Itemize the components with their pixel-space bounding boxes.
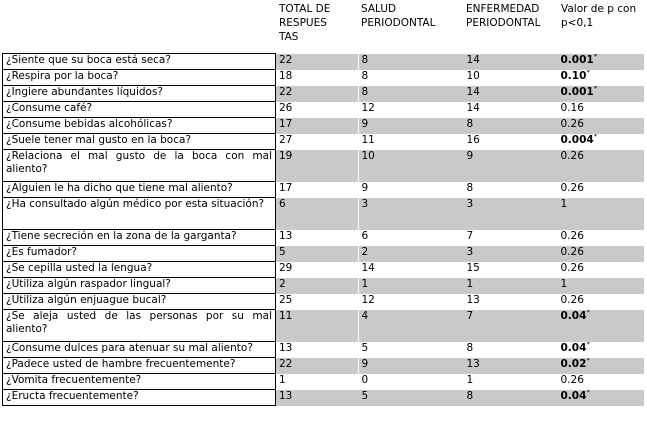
p-value: 0.04 [560,309,587,322]
question-cell: ¿Padece usted de hambre frecuentemente? [3,358,276,374]
salud-cell: 11 [361,133,375,146]
p-value-cell [558,358,644,374]
total-cell: 2 [276,278,359,294]
total-cell: 19 [276,150,359,182]
header-total: TOTAL DE RESPUESTAS [279,3,331,43]
question-cell: ¿Eructa frecuentemente? [3,390,276,406]
table-row [3,134,644,150]
total-cell: 29 [279,261,293,274]
total-cell: 13 [276,390,359,406]
salud-cell: 3 [359,198,464,230]
table-row [3,278,644,294]
enfermedad-cell: 10 [466,69,480,82]
salud-cell: 2 [359,246,464,262]
question-cell: ¿Consume bebidas alcohólicas? [3,118,276,134]
total-cell: 11 [276,310,359,342]
p-value: 1 [560,197,568,210]
header-valor-p: Valor de p con p<0,1 [561,3,637,29]
question-cell: ¿Vomita frecuentemente? [3,374,276,390]
p-value: 0.16 [560,101,584,114]
total-cell: 22 [276,54,359,70]
p-value-cell [558,278,644,294]
p-value: 0.26 [560,149,584,162]
enfermedad-cell: 8 [466,341,474,354]
p-value: 0.02 [560,357,587,370]
p-value: 1 [560,277,568,290]
p-value-cell [558,182,644,198]
table-row [3,294,644,310]
table-row [3,342,644,358]
significance-mark: * [586,389,590,396]
enfermedad-cell: 3 [464,198,558,230]
question-cell: ¿Utiliza algún raspador lingual? [3,278,276,294]
p-value: 0.004 [560,133,594,146]
table-row [3,374,644,390]
p-value: 0.001 [560,85,594,98]
enfermedad-cell: 14 [466,101,480,114]
enfermedad-cell: 1 [464,278,558,294]
enfermedad-cell: 8 [466,181,474,194]
table-row [3,230,644,246]
salud-cell: 9 [361,181,369,194]
p-value-cell [558,102,644,118]
p-value-cell [558,262,644,278]
salud-cell: 6 [361,229,369,242]
survey-table [2,53,644,406]
significance-mark: * [593,53,598,60]
total-cell: 1 [279,373,286,386]
table-row [3,102,644,118]
question-cell: ¿Es fumador? [3,246,276,262]
salud-cell: 8 [359,54,464,70]
enfermedad-cell: 14 [464,54,558,70]
total-cell: 5 [276,246,359,262]
p-value-cell [558,246,644,262]
enfermedad-cell: 8 [464,390,558,406]
salud-cell: 0 [361,373,369,386]
significance-mark: * [593,85,598,92]
p-value-cell [558,230,644,246]
p-value-cell [558,118,644,134]
significance-mark: * [586,309,590,316]
p-value-cell [558,390,644,406]
table-row [3,54,644,70]
p-value: 0.26 [560,293,584,306]
total-cell: 13 [279,229,293,242]
p-value: 0.10 [560,69,587,82]
question-cell: ¿Consume café? [3,102,276,118]
total-cell: 6 [276,198,359,230]
p-value: 0.26 [560,245,584,258]
salud-cell: 4 [359,310,464,342]
p-value: 0.26 [560,181,584,194]
question-cell: ¿Tiene secreción en la zona de la garganta? [3,230,276,246]
enfermedad-cell: 15 [466,261,480,274]
table-row [3,150,644,182]
p-value-cell [558,310,644,342]
question-cell: ¿Ha consultado algún médico por esta situación? [3,198,276,230]
question-cell: ¿Respira por la boca? [3,70,276,86]
enfermedad-cell: 14 [464,86,558,102]
salud-cell: 14 [361,261,375,274]
survey-table-body [3,54,644,406]
total-cell: 17 [279,181,293,194]
salud-cell: 9 [359,358,464,374]
header-salud: SALUD PERIODONTAL [361,3,436,29]
enfermedad-cell: 16 [466,133,480,146]
p-value: 0.26 [560,229,584,242]
table-row [3,310,644,342]
total-cell: 22 [276,86,359,102]
salud-cell: 8 [361,69,369,82]
p-value: 0.04 [560,341,587,354]
salud-cell: 10 [359,150,464,182]
total-cell: 27 [279,133,293,146]
question-cell: ¿Se aleja usted de las personas por su mal aliento? [3,310,276,342]
question-cell: ¿Alguien le ha dicho que tiene mal aliento? [3,182,276,198]
question-cell: ¿Consume dulces para atenuar su mal aliento? [3,342,276,358]
table-row [3,118,644,134]
significance-mark: * [586,341,590,348]
significance-mark: * [586,357,590,364]
enfermedad-cell: 1 [466,373,474,386]
p-value-cell [558,374,644,390]
table-row [3,86,644,102]
enfermedad-cell: 8 [464,118,558,134]
salud-cell: 8 [359,86,464,102]
p-value: 0.001 [560,53,594,66]
question-cell: ¿Relaciona el mal gusto de la boca con mal aliento? [3,150,276,182]
significance-mark: * [586,69,590,76]
enfermedad-cell: 3 [464,246,558,262]
salud-cell: 12 [361,293,375,306]
significance-mark: * [593,133,598,140]
enfermedad-cell: 9 [464,150,558,182]
total-cell: 18 [279,69,293,82]
salud-cell: 1 [359,278,464,294]
enfermedad-cell: 7 [466,229,474,242]
total-cell: 26 [279,101,293,114]
table-row [3,246,644,262]
p-value: 0.26 [560,261,584,274]
question-cell: ¿Se cepilla usted la lengua? [3,262,276,278]
question-cell: ¿Suele tener mal gusto en la boca? [3,134,276,150]
table-header [0,0,647,52]
total-cell: 22 [276,358,359,374]
total-cell: 13 [279,341,293,354]
p-value-cell [558,198,644,230]
p-value-cell [558,150,644,182]
table-row [3,390,644,406]
question-cell: ¿Ingiere abundantes líquidos? [3,86,276,102]
p-value-cell [558,342,644,358]
question-cell: ¿Utiliza algún enjuague bucal? [3,294,276,310]
p-value-cell [558,54,644,70]
p-value-cell [558,70,644,86]
table-row [3,182,644,198]
salud-cell: 9 [359,118,464,134]
p-value-cell [558,134,644,150]
p-value: 0.26 [560,373,584,386]
enfermedad-cell: 7 [464,310,558,342]
total-cell: 17 [276,118,359,134]
question-cell: ¿Siente que su boca está seca? [3,54,276,70]
enfermedad-cell: 13 [464,358,558,374]
total-cell: 25 [279,293,293,306]
p-value-cell [558,86,644,102]
salud-cell: 12 [361,101,375,114]
p-value-cell [558,294,644,310]
table-row [3,198,644,230]
p-value: 0.26 [560,117,584,130]
salud-cell: 5 [359,390,464,406]
enfermedad-cell: 13 [466,293,480,306]
p-value: 0.04 [560,389,587,402]
salud-cell: 5 [361,341,369,354]
table-row [3,262,644,278]
table-row [3,358,644,374]
header-enfermedad: ENFERMEDAD PERIODONTAL [466,3,541,29]
table-row [3,70,644,86]
